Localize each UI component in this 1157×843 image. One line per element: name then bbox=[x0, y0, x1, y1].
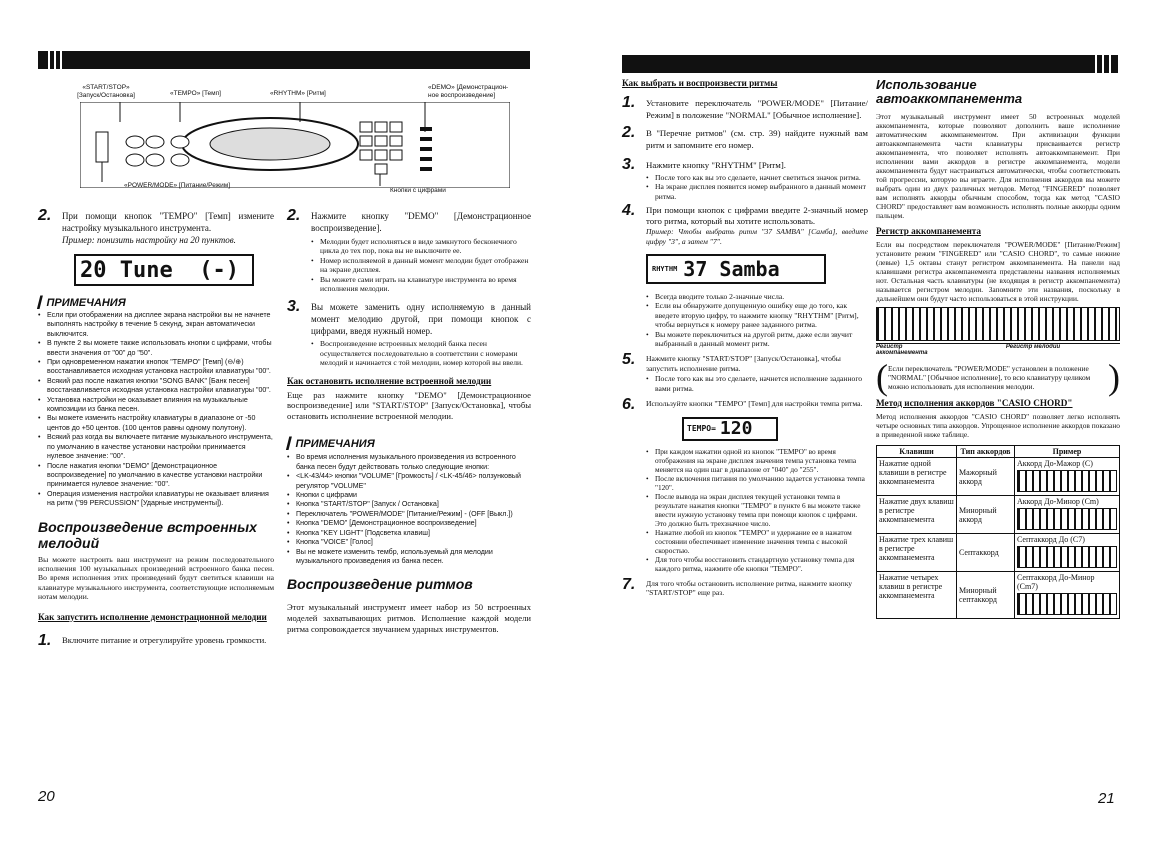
callout-start-stop-ru: [Запуск/Остановка] bbox=[77, 91, 135, 99]
lcd-rhythm-text: 37 Samba bbox=[683, 257, 780, 282]
bullet-item: • При каждом нажатии одной из кнопок "TEMPO" во время отображения на экране дисплея значения темпа установка темпа меняется на один шаг в диапазоне от "040" до "255". bbox=[646, 447, 868, 474]
lcd-rhythm bbox=[646, 254, 826, 284]
step-number: 7. bbox=[622, 575, 636, 593]
example-text: Септаккорд До (C7) bbox=[1017, 535, 1085, 544]
header-bar-left bbox=[38, 51, 530, 69]
mid-step-3 bbox=[287, 298, 531, 337]
step-number: 2. bbox=[622, 124, 636, 141]
right-step-3 bbox=[622, 156, 868, 173]
mid-notes-list bbox=[287, 453, 531, 566]
mid-step-3-text: Вы можете заменить одну исполняемую в данный момент мелодию другой, при помощи кнопок с цифрами, введя нужный номер. bbox=[311, 302, 531, 337]
note-item: • Кнопка "VOICE" [Голос] bbox=[287, 538, 531, 547]
right-step-6-bullets bbox=[646, 447, 868, 573]
bullet-item: • После того как вы это сделаете, начнется исполнение заданного вами ритма. bbox=[646, 374, 868, 393]
mid-step-2-text: Нажмите кнопку "DEMO" [Демонстрационное воспроизведение]. bbox=[311, 211, 531, 233]
casio-chord-title: Метод исполнения аккордов "CASIO CHORD" bbox=[876, 398, 1073, 408]
note-item: • Во время исполнения музыкального произведения из встроенного банка песен будут действовать только следующие кнопки: bbox=[287, 453, 531, 472]
note-item: • Всякий раз после нажатия кнопки "SONG BANK" [Банк песен] восстанавливается исходная установка настройки клавиатуры "00". bbox=[38, 377, 274, 396]
section-title-builtin-melodies: Воспроизведение встроенных мелодий bbox=[38, 518, 257, 551]
note-item: • Вы не можете изменить тембр, используемый для мелодии музыкального произведения из банка песен. bbox=[287, 548, 531, 567]
table-row bbox=[877, 572, 1120, 619]
bullet-item: • Номер исполняемой в данный момент мелодии будет отображен на экране дисплея. bbox=[311, 256, 531, 275]
bullet-item: • После вывода на экран дисплея текущей установки темпа в результате нажатия кнопки "TEMPO" в пункте 6 вы можете также ввести нужную установку темпа при помощи кнопок с цифрами. Это должно быть трехзначное число. bbox=[646, 492, 868, 528]
table-cell-type: Минорный септаккорд bbox=[957, 572, 1015, 619]
register-label-melody: Регистр мелодии bbox=[946, 343, 1120, 356]
note-item: • Вы можете изменить настройку клавиатуры в диапазоне от -50 центов до +50 центов. (100 центов равны одному полутону). bbox=[38, 414, 274, 433]
note-item: • В пункте 2 вы можете также использовать кнопки с цифрами, чтобы ввести значения от "00" до "50". bbox=[38, 339, 274, 358]
lcd-rhythm-label: RHYTHM bbox=[652, 265, 678, 274]
section-title-rhythms: Воспроизведение ритмов bbox=[287, 576, 473, 593]
note-item: • Всякий раз когда вы включаете питание музыкального инструмента, по умолчанию в качестве установки настройки принимается нулевое значение: "00". bbox=[38, 433, 274, 461]
note-item: • Если при отображении на дисплее экрана настройки вы не начнете выполнять настройку в течение 5 секунд, экран автоматически выключится. bbox=[38, 311, 274, 339]
example-text: Септаккорд До-Минор (Cm7) bbox=[1017, 573, 1095, 591]
table-header-row bbox=[877, 446, 1120, 458]
table-cell-keys: Нажатие трех клавиш в регистре аккомпанемента bbox=[877, 534, 957, 572]
left-notes-list bbox=[38, 311, 274, 509]
step-1-text: Включите питание и отрегулируйте уровень громкости. bbox=[62, 634, 267, 645]
bullet-item: • На экране дисплея появится номер выбранного в данный момент ритма. bbox=[646, 182, 868, 201]
table-row bbox=[877, 496, 1120, 534]
step-number: 1. bbox=[622, 94, 636, 111]
note-item: • Операция изменения настройки клавиатуры не оказывает влияния на ритм ("99 PERCUSSION" [Ударные инструменты]). bbox=[38, 490, 274, 509]
lcd-tempo-label: TEMPO= bbox=[687, 424, 716, 433]
bullet-item: • Всегда вводите только 2-значные числа. bbox=[646, 292, 868, 301]
table-cell-example bbox=[1015, 572, 1120, 619]
bullet-item: • После того как вы это сделаете, начнет светиться значок ритма. bbox=[646, 173, 868, 182]
lcd-tune-text: 20 Tune (-) bbox=[80, 257, 239, 283]
right-step-2-text: В "Перечне ритмов" (см. стр. 39) найдите нужный вам ритм и запомните его номер. bbox=[646, 128, 868, 150]
right-step-4-bullets bbox=[646, 292, 868, 348]
table-cell-example bbox=[1015, 534, 1120, 572]
casio-chord-text: Метод исполнения аккордов "CASIO CHORD" позволяет легко исполнять четыре основных типа аккордов. Упрощенное исполнение аккордов показано в приведенной ниже таблице. bbox=[876, 412, 1120, 439]
right-step-6 bbox=[622, 396, 868, 414]
right-step-2 bbox=[622, 124, 868, 151]
lcd-tune bbox=[74, 254, 254, 286]
note-item: • При одновременном нажатии кнопок "TEMPO" [Темп] (⊖/⊕) восстанавливается исходная установка настройки клавиатуры "00". bbox=[38, 358, 274, 377]
section-text-rhythms: Этот музыкальный инструмент имеет набор из 50 встроенных моделей захватывающих ритмов. Исполнение каждой модели ритма сопровождается звучанием ударных инструментов. bbox=[287, 602, 531, 634]
right-step-7-text: Для того чтобы остановить исполнение ритма, нажмите кнопку "START/STOP" еще раз. bbox=[646, 578, 853, 597]
how-to-rhythm-title: Как выбрать и воспроизвести ритмы bbox=[622, 78, 778, 88]
callout-power-mode: «POWER/MODE» [Питание/Режим] bbox=[124, 182, 231, 189]
bullet-item: • Если вы обнаружите допущенную ошибку еще до того, как введете вторую цифру, то нажмите кнопку "RHYTHM" [Ритм], чтобы вернуться к номеру ранее заданного ритма. bbox=[646, 301, 868, 329]
left-notes-title: ▎ПРИМЕЧАНИЯ bbox=[38, 297, 126, 309]
right-step-5-bullets bbox=[646, 374, 868, 393]
right-step-6-text: Используйте кнопки "TEMPO" [Темп] для настройки темпа ритма. bbox=[646, 399, 863, 409]
right-column-b bbox=[876, 78, 1120, 619]
keyboard-panel-figure bbox=[60, 80, 530, 210]
step-number: 1. bbox=[38, 631, 52, 649]
right-step-1-text: Установите переключатель "POWER/MODE" [Питание/Режим] в положение "NORMAL" [Обычное исполнение]. bbox=[646, 98, 868, 120]
step-number: 4. bbox=[622, 202, 636, 220]
left-column bbox=[38, 207, 274, 649]
step-2-text: При помощи кнопок "TEMPO" [Темп] измените настройку музыкального инструмента. bbox=[62, 211, 274, 233]
table-cell-type: Мажорный аккорд bbox=[957, 458, 1015, 496]
right-step-1 bbox=[622, 94, 868, 121]
callout-start-stop: «START/STOP» bbox=[82, 84, 130, 91]
example-text: Аккорд До-Минор (Cm) bbox=[1017, 497, 1099, 506]
step-2-example: Пример: понизить настройку на 20 пунктов. bbox=[62, 235, 236, 245]
table-cell-keys: Нажатие одной клавиши в регистре аккомпанемента bbox=[877, 458, 957, 496]
auto-accompaniment-title: Использование автоаккомпанемента bbox=[876, 77, 1023, 106]
auto-accompaniment-text: Этот музыкальный инструмент имеет 50 встроенных моделей аккомпанемента, которые позволяют дополнить ваше исполнение автоматическим аккомпанементом. При активизации функции автоаккомпанемента части клавиатуры присваивается регистр аккомпанемента, что позволяет исполнять автоаккомпанемент. При исполнении вами аккордов в регистре аккомпанемента, модели аккомпанемента будут настраиваться автоматически, чтобы соответствовать той прогрессии, которую вы играете. Для исполнения аккордов вы можете выбрать один из двух различных методов. Метод "FINGERED" позволяет вам исполнять аккорды обычным способом, тогда как метод "CASIO CHORD" предоставляет вам возможность исполнять полные аккорды одним пальцем. bbox=[876, 112, 1120, 220]
section-text-builtin: Вы можете настроить ваш инструмент на режим последовательного исполнения 100 музыкальных произведений встроенного банка песен. Во время исполнения этих произведений будут светиться клавиши на клавиатуре музыкального инструмента, соответствующие исполняемым нотам мелодии. bbox=[38, 554, 274, 602]
table-cell-type: Минорный аккорд bbox=[957, 496, 1015, 534]
lcd-tempo-text: 120 bbox=[719, 418, 753, 439]
example-keyboard bbox=[1017, 546, 1117, 568]
bullet-item: • Вы можете переключиться на другой ритм, даже если звучит выбранный в данный момент ритм. bbox=[646, 330, 868, 349]
example-keyboard bbox=[1017, 508, 1117, 530]
right-step-4-text: При помощи кнопок с цифрами введите 2-значный номер того ритма, который вы хотите использовать. bbox=[646, 205, 868, 227]
callout-demo: «DEMO» [Демонстрацион- bbox=[428, 84, 509, 91]
chord-table bbox=[876, 445, 1120, 619]
normal-mode-note-text: Если переключатель "POWER/MODE" установлен в положение "NORMAL" [Обычное исполнение], то всю клавиатуру целиком можно использовать для исполнения мелодии. bbox=[888, 363, 1091, 391]
mid-step-3-bullets bbox=[311, 339, 531, 367]
note-item: • <LK-43/44> кнопки "VOLUME" [Громкость] / <LK-45/46> ползунковый регулятор "VOLUME" bbox=[287, 472, 531, 491]
bullet-item: • Мелодии будет исполняться в виде замкнутого бесконечного цикла до тех пор, пока вы не выключите ее. bbox=[311, 237, 531, 256]
table-row bbox=[877, 458, 1120, 496]
callout-demo-2: ное воспроизведение] bbox=[428, 91, 496, 99]
example-keyboard bbox=[1017, 593, 1117, 615]
callout-digit-buttons: Кнопки с цифрами bbox=[390, 187, 446, 194]
table-header: Пример bbox=[1015, 446, 1120, 458]
mid-notes-title: ▎ПРИМЕЧАНИЯ bbox=[287, 438, 375, 451]
right-step-4-example: Пример: Чтобы выбрать ритм "37 SAMBA" [Самба], введите цифру "3", а затем "7". bbox=[646, 227, 868, 246]
bullet-item: • Воспроизведение встроенных мелодий банка песен осуществляется последовательно в соответствии с номерами мелодий и начинается с той мелодии, номер которой вы ввели. bbox=[311, 339, 531, 367]
example-text: Аккорд До-Мажор (C) bbox=[1017, 459, 1093, 468]
mid-step-2-bullets bbox=[311, 237, 531, 293]
stop-melody-title: Как остановить исполнение встроенной мелодии bbox=[287, 375, 492, 386]
note-item: • Кнопки с цифрами bbox=[287, 491, 531, 500]
left-notes-title-text: ПРИМЕЧАНИЯ bbox=[46, 297, 126, 309]
accomp-register-title: Регистр аккомпанемента bbox=[876, 226, 981, 236]
mid-step-2 bbox=[287, 207, 531, 234]
right-step-5-text: Нажмите кнопку "START/STOP" [Запуск/Остановка], чтобы запустить исполнение ритма. bbox=[646, 354, 841, 373]
left-step-2 bbox=[38, 207, 274, 246]
right-step-7 bbox=[622, 575, 868, 598]
normal-mode-note: ( Если переключатель "POWER/MODE" установлен в положение "NORMAL" [Обычное исполнение], то всю клавиатуру целиком можно использовать для исполнения мелодии. ) bbox=[876, 357, 1120, 397]
right-step-5 bbox=[622, 351, 868, 373]
right-column-a bbox=[622, 78, 868, 597]
keyboard-drawing bbox=[876, 307, 1120, 341]
table-cell-example bbox=[1015, 496, 1120, 534]
note-item: • Кнопка "KEY LIGHT" [Подсветка клавиш] bbox=[287, 529, 531, 538]
table-header: Клавиши bbox=[877, 446, 957, 458]
note-item: • Переключатель "POWER/MODE" [Питание/Режим] - (OFF [Выкл.]) bbox=[287, 510, 531, 519]
note-item: • Кнопка "DEMO" [Демонстрационное воспроизведение] bbox=[287, 519, 531, 528]
step-number: 3. bbox=[287, 298, 301, 316]
header-bar-right bbox=[622, 55, 1118, 73]
table-cell-keys: Нажатие четырех клавиш в регистре аккомпанемента bbox=[877, 572, 957, 619]
table-row bbox=[877, 534, 1120, 572]
right-step-3-bullets bbox=[646, 173, 868, 201]
table-cell-keys: Нажатие двух клавиш в регистре аккомпанемента bbox=[877, 496, 957, 534]
stop-melody-text: Еще раз нажмите кнопку "DEMO" [Демонстрационное воспроизведение] или "START/STOP" [Запуск/Остановка], чтобы остановить исполнение встроенной мелодии. bbox=[287, 389, 531, 421]
table-cell-type: Септаккорд bbox=[957, 534, 1015, 572]
panel-drawing bbox=[80, 102, 510, 188]
accomp-register-text: Если вы посредством переключателя "POWER/MODE" [Питание/Режим] установите режим "FINGERED" или "CASIO CHORD", то самые нижние (левые) 1,5 октавы станут регистром аккомпанемента. На панели над клавишами регистра аккомпанемента представлены названия исполняемых нот. Остальная часть клавиатуры (не входящая в регистр аккомпанемента) называется регистром мелодии. Запомните эти названия, поскольку в дальнейшем они будут часто использоваться в этой инструкции. bbox=[876, 240, 1120, 303]
header-bar-left-stripes bbox=[44, 51, 64, 69]
middle-column bbox=[287, 207, 531, 634]
bullet-item: • Нажатие любой из кнопок "TEMPO" и удержание ее в нажатом состоянии обеспечивает изменение значения темпа с высокой скоростью. bbox=[646, 528, 868, 555]
callout-tempo: «TEMPO» [Темп] bbox=[170, 90, 221, 97]
bullet-item: • Для того чтобы восстановить стандартную установку темпа для каждого ритма, нажмите обе кнопки "TEMPO". bbox=[646, 555, 868, 573]
page-number-left: 20 bbox=[38, 788, 55, 805]
bullet-item: • После включения питания по умолчанию задается установка темпа "120". bbox=[646, 474, 868, 492]
step-number: 6. bbox=[622, 396, 636, 414]
step-number: 2. bbox=[38, 207, 52, 224]
step-number: 3. bbox=[622, 156, 636, 173]
page-number-right: 21 bbox=[1098, 790, 1115, 807]
header-bar-right-stripes bbox=[1090, 55, 1112, 73]
step-number: 5. bbox=[622, 351, 636, 369]
left-step-1 bbox=[38, 631, 274, 649]
right-step-3-text: Нажмите кнопку "RHYTHM" [Ритм]. bbox=[646, 160, 786, 170]
table-header: Тип аккордов bbox=[957, 446, 1015, 458]
table-cell-example bbox=[1015, 458, 1120, 496]
note-item: • После нажатия кнопки "DEMO" [Демонстрационное воспроизведение] по умолчанию в качестве установки настройки принимается нулевое значение: "00". bbox=[38, 462, 274, 490]
keyboard-register-figure bbox=[876, 307, 1120, 356]
lcd-tempo bbox=[682, 417, 778, 441]
mid-notes-title-text: ПРИМЕЧАНИЯ bbox=[295, 438, 375, 451]
example-keyboard bbox=[1017, 470, 1117, 492]
note-item: • Установка настройки не оказывает влияния на музыкальные композиции из банка песен. bbox=[38, 396, 274, 415]
note-item: • Кнопка "START/STOP" [Запуск / Остановка] bbox=[287, 500, 531, 509]
bullet-item: • Вы можете сами играть на клавиатуре инструмента во время исполнения мелодии. bbox=[311, 275, 531, 294]
right-step-4 bbox=[622, 202, 868, 246]
step-number: 2. bbox=[287, 207, 301, 224]
sub-title-demo: Как запустить исполнение демонстрационной мелодии bbox=[38, 611, 267, 622]
register-label-accomp: Регистр аккомпанемента bbox=[876, 343, 946, 356]
callout-rhythm: «RHYTHM» [Ритм] bbox=[270, 90, 326, 97]
